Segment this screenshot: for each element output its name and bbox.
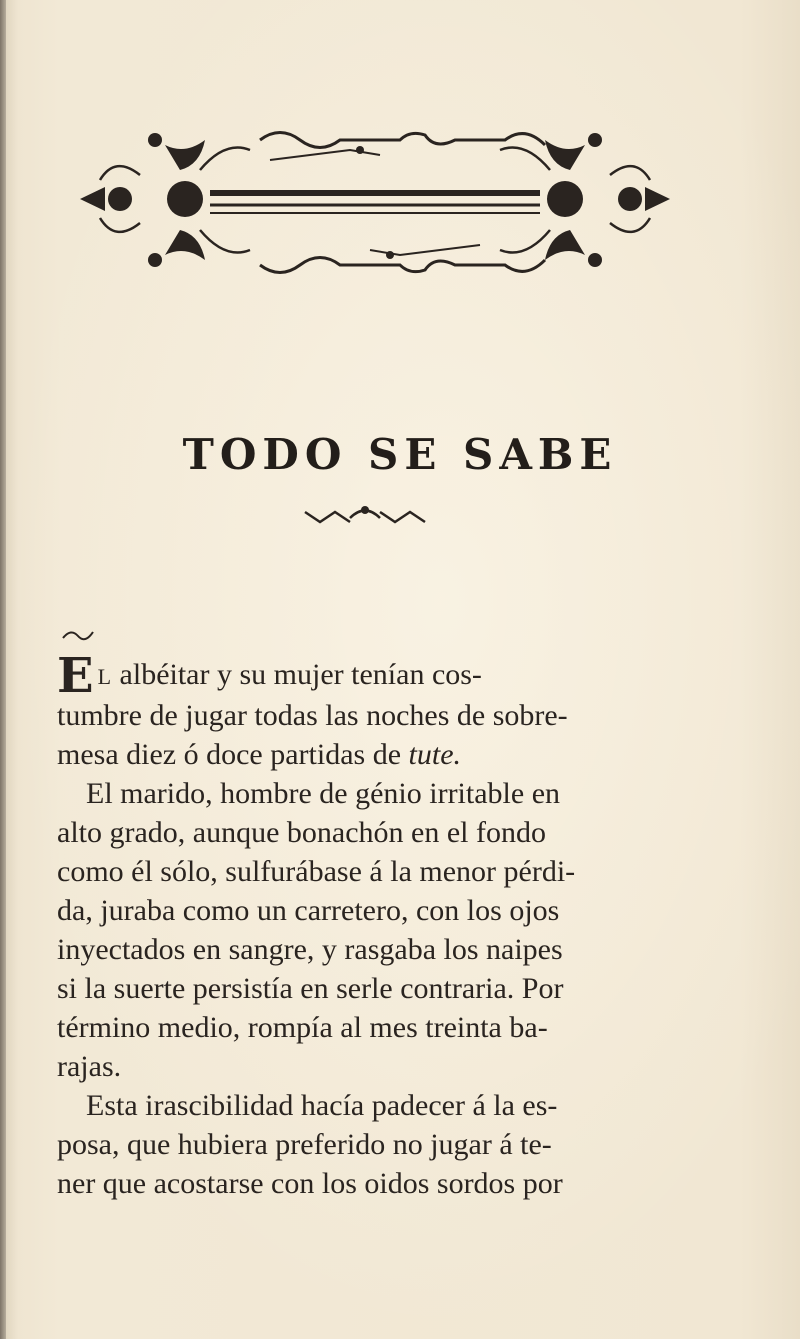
- text-line: tumbre de jugar todas las noches de sobre-: [57, 699, 568, 732]
- text-line: da, juraba como un carretero, con los ojos: [57, 894, 560, 927]
- text-line: inyectados en sangre, y rasgaba los naipes: [57, 933, 563, 966]
- first-word-rest: L: [97, 664, 113, 689]
- decorative-header-ornament-icon: [60, 115, 690, 290]
- text-line: albéitar y su mujer tenían cos-: [112, 658, 482, 691]
- text-line: alto grado, aunque bonachón en el fondo: [57, 816, 547, 849]
- text-line: término medio, rompía al mes treinta ba-: [57, 1011, 548, 1044]
- text-span: mesa diez ó doce partidas de: [57, 738, 409, 771]
- text-line: ner que acostarse con los oidos sordos por: [57, 1167, 563, 1200]
- paragraph-2: [57, 774, 707, 1086]
- drop-cap: [57, 648, 94, 704]
- title-flourish-ornament-icon: [300, 500, 430, 530]
- text-line: El marido, hombre de génio irritable en: [86, 777, 561, 810]
- paragraph-3: [57, 1086, 707, 1203]
- dropcap-ornament-icon: [61, 626, 95, 642]
- text-line: rajas.: [57, 1050, 122, 1083]
- drop-cap-letter: E: [57, 648, 94, 704]
- italic-word: tute.: [408, 738, 462, 771]
- text-line: posa, que hubiera preferido no jugar á te-: [57, 1128, 552, 1161]
- page-binding-edge: [0, 0, 6, 1339]
- text-line: [57, 735, 707, 774]
- text-line: si la suerte persistía en serle contraria. Por: [57, 972, 564, 1005]
- page-title: TODO SE SABE: [182, 430, 618, 479]
- first-line: [57, 648, 707, 704]
- text-line: Esta irascibilidad hacía padecer á la es-: [86, 1089, 558, 1122]
- text-line: como él sólo, sulfurábase á la menor pérdi-: [57, 855, 576, 888]
- body-text: [57, 648, 707, 1203]
- paragraph-1: [57, 648, 707, 774]
